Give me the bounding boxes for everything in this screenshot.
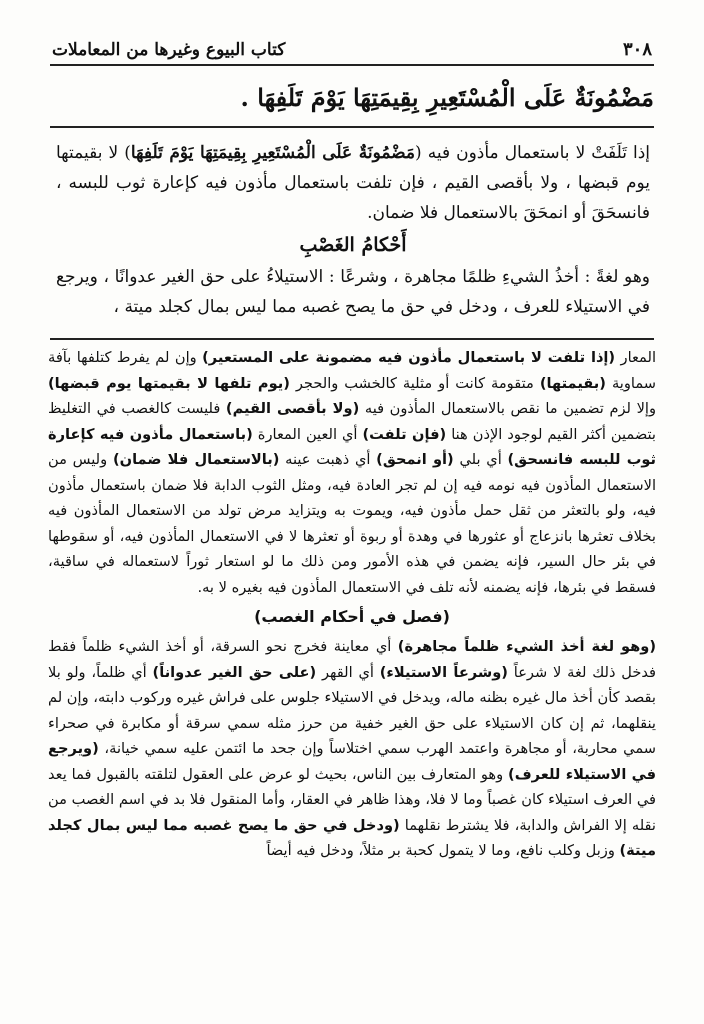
commentary-text: أي ظلماً، ولو بلا بقصد كأن أخذ مال غيره بظنه ماله، ويدخل في الاستيلاء جلوس على فراش غيره وركوب دابته، وإن لم ينقلهما، ثم إن كان الاستيلاء على حق الغير خفية من حرز مثله سمي سرقة أو مكابرة في صحراء سمي محاربة، أو مجاهرة واعتمد الهرب سمي اختلاساً وإن جحد ما ائتمن عليه سمي خيانة، (48, 663, 656, 757)
fasl-heading: (فصل في أحكام الغصب) (254, 607, 450, 626)
summary-quoted-matn: مَضْمُونَةٌ عَلَى الْمُسْتَعِيرِ بِقِيمَتِهَا يَوْمَ تَلَفِهَا (130, 143, 416, 163)
commentary-text: وإن لم يفرط كتلفها بآفة سماوية (48, 349, 656, 392)
commentary-matn-quote: (باستعمال مأذون فيه كإعارة ثوب للبسه فانسحق) (48, 425, 656, 468)
page-number: ٣٠٨ (622, 39, 652, 60)
header-divider (50, 64, 654, 66)
page-header (52, 30, 652, 60)
commentary-divider (50, 338, 654, 340)
commentary-text: وليس من الاستعمال المأذون فيه نومه فيه إن لم تجر العادة فيه، ومثل الثوب الدابة فلا ضمان باستعمال مأذون فيه، ولو بالتعثر من ثقل حمل مأذون فيه، ويموت به ويتزايد مرض تولد من الاستعمال المأذون فيه بخلاف تعثرها بانزعاج أو عثورها في وهدة أو ربوة أو تعثرها لا في الاستعمال المأذون فيه، أو سقوطها في بئر حال السير، فإنه يضمن في هذه الأمور ومن ذلك ما لو استعار ثوراً لاستعماله في ساقية، فسقط في بئرها، فإنه يضمنه لأنه تلف في الاستعمال المأذون فيه بغيره لا به. (48, 451, 656, 596)
commentary-text: المعار (615, 349, 656, 366)
summary-section (56, 138, 650, 322)
commentary-matn-quote: (إذا تلفت لا باستعمال مأذون فيه مضمونة على المستعير) (202, 349, 616, 366)
commentary-text: أي معاينة فخرج نحو السرقة، أو أخذ الشيء ظلماً فقط فدخل ذلك لغة لا شرعاً (48, 638, 657, 681)
commentary-paragraph (48, 345, 656, 600)
commentary-text: أي القهر (316, 663, 380, 681)
commentary-section (48, 345, 656, 864)
commentary-matn-quote: (وشرعاً الاستيلاء) (379, 663, 508, 681)
summary-paragraph: وهو لغةً : أخذُ الشيءِ ظلمًا مجاهرة ، وشرعًا : الاستيلاءُ على حق الغير عدوانًا ، ويرجع في الاستيلاء للعرف ، ودخل في حق ما يصح غصبه مما ليس بمال كجلد ميتة ، (56, 267, 650, 317)
commentary-matn-quote: (فإن تلفت) (362, 425, 447, 443)
commentary-text: وهو المتعارف بين الناس، بحيث لو عرض على العقول لتلقته بالقبول فما يعد في العرف استيلاء كان غصباً وما لا فلا، وهذا ظاهر في العقار، وأما المنقول فلا بد في اسم الغصب من نقله إلا الفراش والدابة، فلا يشترط نقلهما (48, 765, 656, 834)
commentary-matn-quote: (يوم تلفها لا بقيمتها يوم قبضها) (48, 374, 290, 392)
commentary-matn-quote: (أو انمحق) (376, 451, 454, 468)
commentary-text: وزبل وكلب نافع، وما لا يتمول كحبة بر مثلاً، ودخل فيه أيضاً (266, 842, 620, 859)
commentary-matn-quote: (وهو لغة أخذ الشيء ظلماً مجاهرة) (397, 638, 656, 655)
commentary-matn-quote: (ويرجع في الاستيلاء للعرف) (48, 740, 656, 783)
commentary-paragraph (48, 634, 656, 864)
commentary-matn-quote: (على حق الغير عدواناً) (152, 663, 317, 681)
running-title: كتاب البيوع وغيرها من المعاملات (52, 40, 286, 60)
commentary-matn-quote: (ودخل في حق ما يصح غصبه مما ليس بمال كجلد ميتة) (48, 816, 656, 859)
summary-paragraph (56, 138, 650, 228)
matn-top-line: مَضْمُونَةٌ عَلَى الْمُسْتَعِيرِ بِقِيمَتِهَا يَوْمَ تَلَفِهَا . (240, 83, 654, 112)
ghasb-heading: أَحْكامُ الغَصْبِ (299, 234, 407, 256)
commentary-text: وإلا لزم تضمين ما نقص بالاستعمال المأذون فيه (359, 400, 656, 417)
commentary-matn-quote: (بالاستعمال فلا ضمان) (112, 451, 280, 468)
commentary-matn-quote: (ولا بأقصى القيم) (225, 400, 360, 417)
commentary-text: متقومة كانت أو مثلية كالخشب والحجر (289, 374, 540, 392)
matn-divider (50, 126, 654, 128)
commentary-text: أي ذهبت عينه (279, 451, 377, 468)
commentary-text: أي بلي (453, 451, 508, 468)
summary-text: ) لا بقيمتها يوم قبضها ، ولا بأقصى القيم ، فإن تلفت باستعمال مأذون فيه كإعارة ثوب للبسه ، فانسحَقَ أو انمحَقَ بالاستعمال فلا ضمان. (56, 143, 650, 223)
summary-text: إذا تَلَفَتْ لا باستعمال مأذون فيه ( (415, 143, 651, 163)
commentary-text: فليست كالغصب في التغليظ بتضمين أكثر القيم لوجود الإذن هنا (48, 400, 656, 443)
commentary-text: أي العين المعارة (252, 425, 363, 443)
commentary-matn-quote: (بقيمتها) (539, 374, 606, 392)
